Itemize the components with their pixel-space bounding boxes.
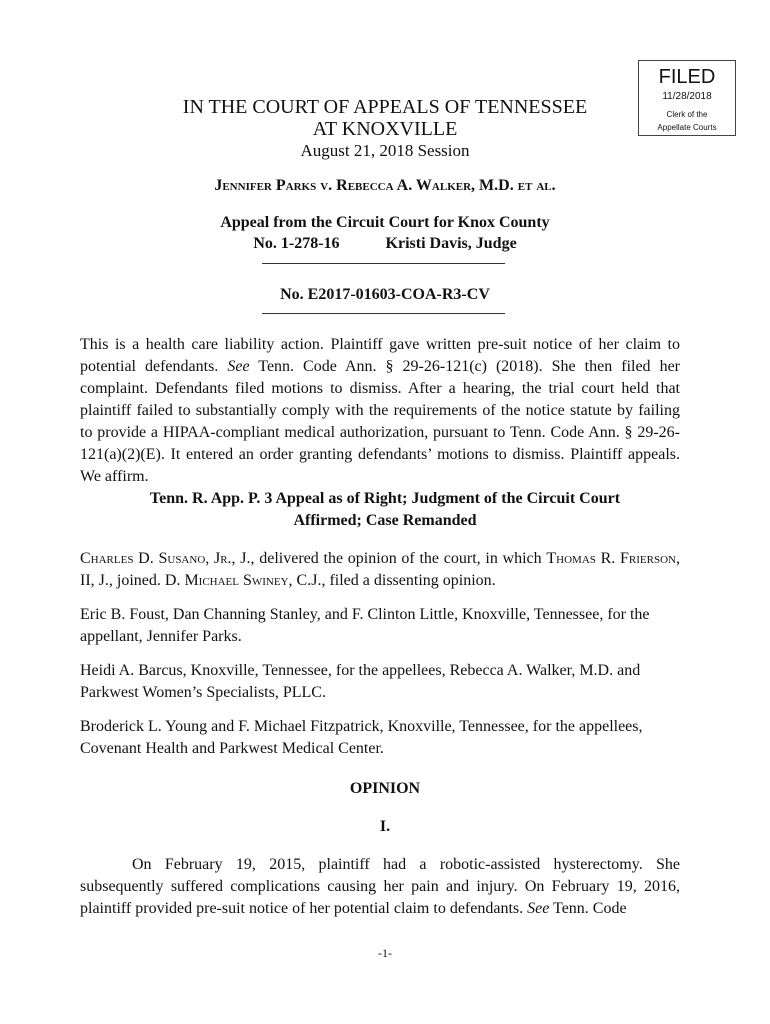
stamp-clerk-line1: Clerk of the <box>666 110 708 119</box>
court-location: AT KNOXVILLE <box>312 118 458 140</box>
session-date: August 21, 2018 Session <box>300 141 470 160</box>
stamp-clerk-line2: Appellate Courts <box>657 123 717 132</box>
court-name: IN THE COURT OF APPEALS OF TENNESSEE <box>182 96 588 118</box>
opinion-para-text: On February 19, 2015, plaintiff had a robotic-assisted hysterectomy. She subsequently suffered complications causing her pain and injury. On February 19, 2016, plaintiff provided pre-suit notice of her potential claim to defendants. <box>80 856 680 917</box>
stamp-date: 11/28/2018 <box>662 91 712 102</box>
opinion-heading: OPINION <box>349 780 421 797</box>
authors-text2: , joined. D. <box>108 572 181 589</box>
author-judge: Charles D. Susano, Jr., J. <box>80 550 251 567</box>
appeal-from: Appeal from the Circuit Court for Knox County <box>220 214 550 231</box>
counsel-appellees-walker: Heidi A. Barcus, Knoxville, Tennessee, for the appellees, Rebecca A. Walker, M.D. and Parkwest Women’s Specialists, PLLC. <box>80 662 641 701</box>
page-number: -1- <box>378 946 392 960</box>
authors-statement <box>80 548 680 592</box>
versus: v. <box>320 177 333 194</box>
trial-docket-line <box>80 235 690 253</box>
opinion-para-tail: Tenn. Code <box>553 900 627 917</box>
case-title <box>80 177 690 195</box>
defendant-name: Rebecca A. Walker, M.D. et al. <box>336 177 556 194</box>
disposition <box>80 488 690 532</box>
authors-text3: , filed a dissenting opinion. <box>321 572 496 589</box>
trial-number: No. 1-278-16 <box>253 235 340 252</box>
counsel-appellant: Eric B. Foust, Dan Channing Stanley, and F. Clinton Little, Knoxville, Tennessee, for the appellant, Jennifer Parks. <box>80 606 650 645</box>
plaintiff-name: Jennifer Parks <box>214 177 317 194</box>
summary-see: See <box>227 358 250 375</box>
authors-text1: , delivered the opinion of the court, in which <box>250 550 542 567</box>
dissenting-judge: Michael Swiney, C.J. <box>184 572 322 589</box>
filed-stamp <box>638 60 736 136</box>
case-number: No. E2017-01603-COA-R3-CV <box>280 286 490 303</box>
opinion-paragraph <box>80 854 680 920</box>
judge-name: Kristi Davis, Judge <box>385 235 517 252</box>
divider-top <box>262 263 505 264</box>
summary-part1: This is a health care liability action. Plaintiff gave written pre-suit notice of her claim to potential defendants. <box>80 336 680 375</box>
disposition-line1: Tenn. R. App. P. 3 Appeal as of Right; Judgment of the Circuit Court <box>149 490 621 507</box>
joining-judge: Thomas R. Frierson, II, J. <box>80 550 680 589</box>
summary-part2: Tenn. Code Ann. § 29-26-121(c) (2018). She then filed her complaint. Defendants filed motions to dismiss. After a hearing, the trial court held that plaintiff failed to substantially comply with the requirements of the notice statute by failing to provide a HIPAA-compliant medical authorization, pursuant to Tenn. Code Ann. § 29-26-121(a)(2)(E). It entered an order granting defendants’ motions to dismiss. Plaintiff appeals. We affirm. <box>80 358 681 485</box>
disposition-line2: Affirmed; Case Remanded <box>293 512 477 529</box>
opinion-para-see: See <box>527 900 550 917</box>
counsel-appellees-covenant: Broderick L. Young and F. Michael Fitzpatrick, Knoxville, Tennessee, for the appellees, Covenant Health and Parkwest Medical Center. <box>80 718 643 757</box>
divider-bottom <box>262 313 505 314</box>
stamp-filed-label: FILED <box>658 66 716 88</box>
section-heading: I. <box>379 818 391 835</box>
case-summary <box>80 334 680 488</box>
